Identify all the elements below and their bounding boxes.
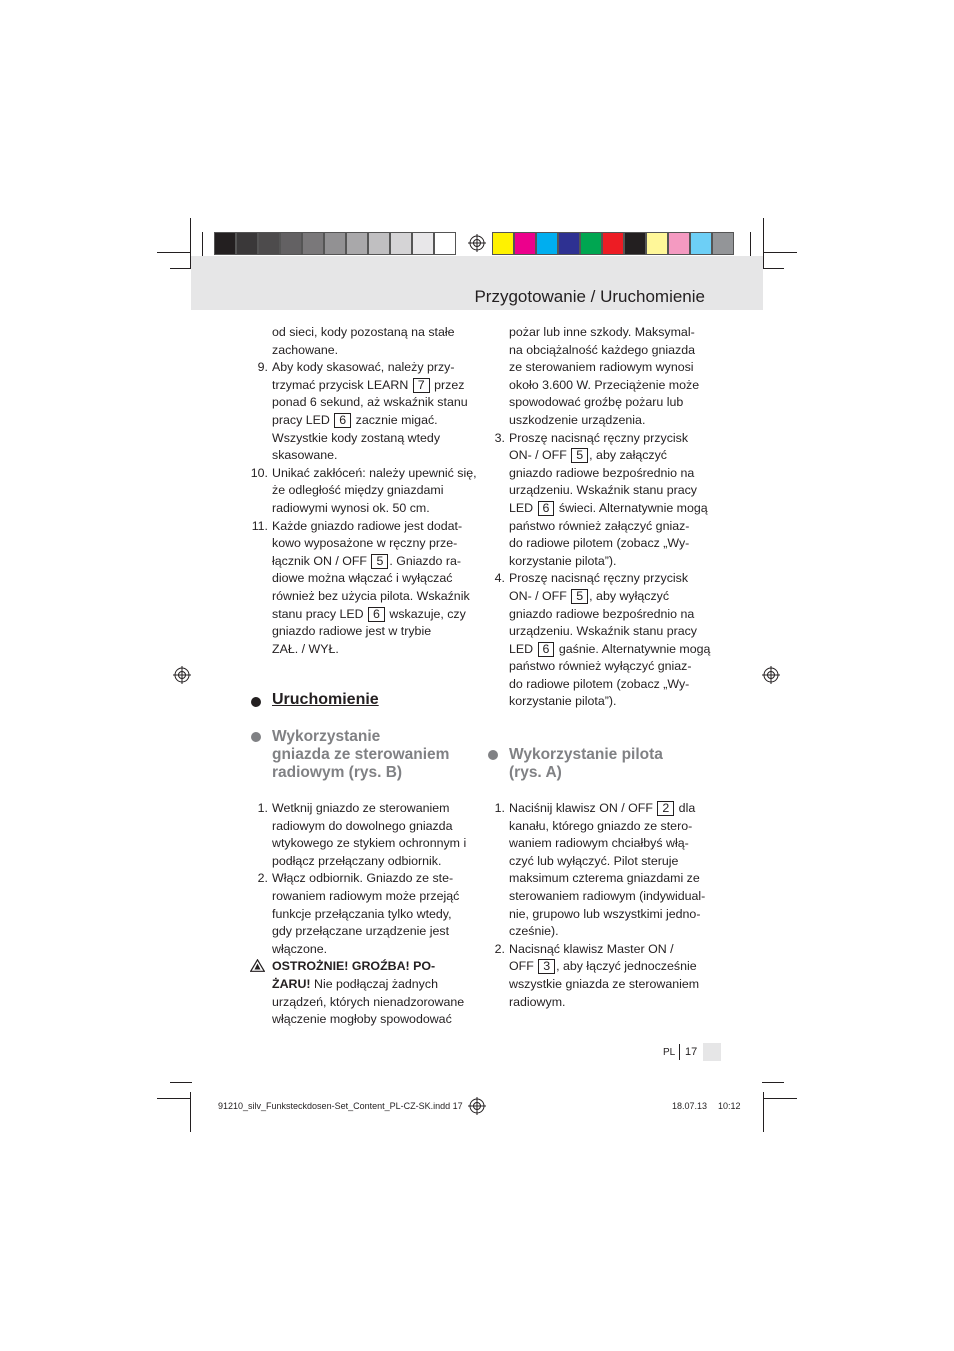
text-line: stanu pracy LED 6 wskazuje, czy	[272, 606, 466, 621]
text-line: gdy przełączane urządzenie jest	[272, 924, 450, 939]
text-line: radiowymi wynosi ok. 50 cm.	[272, 500, 430, 515]
text-line: wtykowego ze stykiem ochronnym i	[272, 836, 467, 851]
text-line: ZAŁ. / WYŁ.	[272, 641, 339, 656]
registration-mark-icon	[468, 1097, 486, 1115]
text-line: LED 6 świeci. Alternatywnie mogą	[509, 500, 708, 515]
reference-number-box: 7	[413, 378, 430, 393]
text-line: nie, grupowo lub wszystkimi jedno-	[509, 906, 701, 921]
text-line: spowodować groźbę pożaru lub	[509, 395, 684, 410]
reference-number-box: 6	[538, 501, 555, 516]
list-number: 1.	[494, 801, 505, 815]
text-line: radiowym do dowolnego gniazda	[272, 818, 453, 833]
text-line: OFF 3 , aby łączyć jednocześnie	[509, 959, 697, 974]
color-swatch	[558, 232, 580, 255]
text-line: gniazdo radiowe bezpośrednio na	[509, 606, 695, 621]
text-line: wszystkie gniazda ze sterowaniem	[509, 976, 700, 991]
reference-number-box: 5	[571, 448, 588, 463]
color-swatch	[624, 232, 646, 255]
text-line: Unikać zakłóceń: należy upewnić się,	[272, 465, 477, 480]
color-swatch	[258, 232, 280, 255]
color-swatch	[346, 232, 368, 255]
subsection-heading-right	[509, 746, 719, 782]
registration-mark-icon	[468, 234, 486, 252]
file-name: 91210_silv_Funksteckdosen-Set_Content_PL-CZ-SK.indd 17	[218, 1101, 463, 1111]
heading-bullet-icon	[251, 697, 261, 707]
page-tab	[703, 1043, 721, 1061]
left-list	[248, 359, 478, 658]
color-swatch	[390, 232, 412, 255]
list-number: 2.	[494, 941, 505, 956]
text-line: kanału, którego gniazdo ze stero-	[509, 818, 693, 833]
color-swatch	[514, 232, 536, 255]
heading-line: (rys. A)	[509, 764, 562, 781]
right-steps	[485, 800, 720, 1011]
text-line: gniazdo radiowe jest w trybie	[272, 624, 432, 639]
list-item	[248, 800, 478, 870]
list-number: 2.	[257, 871, 268, 886]
list-item	[248, 870, 478, 958]
text-line: od sieci, kody pozostaną na stałe	[272, 325, 455, 339]
text-line: ON- / OFF 5 , aby załączyć	[509, 448, 667, 463]
text-line: Naciśnij klawisz ON / OFF 2 dla	[509, 801, 696, 815]
list-number: 4.	[494, 571, 505, 586]
warning-text: OSTROŻNIE! GROŹBA! PO- ŻARU! Nie podłączaj żadnych urządzeń, których nienadzorowane włączenie mogłoby spowodować	[272, 959, 465, 1027]
page-title: Przygotowanie / Uruchomienie	[474, 287, 705, 306]
color-swatch	[690, 232, 712, 255]
list-item	[485, 800, 720, 941]
reference-number-box: 3	[538, 959, 555, 974]
color-swatch	[668, 232, 690, 255]
text-line: pracy LED 6 zacznie migać.	[272, 412, 438, 427]
color-swatch	[712, 232, 734, 255]
right-intro	[485, 324, 720, 430]
list-item	[248, 359, 478, 465]
color-swatch	[236, 232, 258, 255]
list-item	[248, 465, 478, 518]
text-line: również bez użycia pilota. Wskaźnik	[272, 588, 470, 603]
color-swatch	[580, 232, 602, 255]
left-steps	[248, 800, 478, 1029]
heading-line: Wykorzystanie pilota	[509, 746, 663, 763]
warning-label: ŻARU!	[272, 976, 311, 991]
warning-label: OSTROŻNIE! GROŹBA! PO-	[272, 959, 436, 974]
color-swatch	[214, 232, 236, 255]
text-line: maksimum czterema gniazdami ze	[509, 871, 700, 886]
list-number: 3.	[494, 430, 505, 445]
reference-number-box: 2	[657, 801, 674, 816]
right-column-top	[485, 324, 720, 711]
text-line: na obciążalność każdego gniazda	[509, 342, 695, 357]
text-line: ON- / OFF 5 , aby wyłączyć	[509, 588, 670, 603]
text-line: uszkodzenie urządzenia.	[509, 412, 646, 427]
right-list	[485, 430, 720, 712]
text-line: czyć lub wyłączyć. Pilot steruje	[509, 853, 679, 868]
warning-triangle-icon	[250, 959, 265, 972]
list-number: 9.	[257, 360, 268, 375]
list-item	[485, 430, 720, 571]
color-swatch	[324, 232, 346, 255]
color-swatch	[368, 232, 390, 255]
text-line: łącznik ON / OFF 5 . Gniazdo ra-	[272, 553, 461, 568]
text-line: Proszę nacisnąć ręczny przycisk	[509, 571, 689, 586]
language-code: PL	[663, 1047, 676, 1058]
text-line: Proszę nacisnąć ręczny przycisk	[509, 430, 689, 445]
section-heading: Uruchomienie	[272, 691, 379, 708]
print-date: 18.07.13	[672, 1101, 708, 1111]
color-swatch	[280, 232, 302, 255]
text-line: diowe można włączać i wyłączać	[272, 571, 453, 586]
list-number: 1.	[257, 801, 268, 815]
left-intro	[248, 324, 478, 359]
page-number-divider	[679, 1044, 680, 1060]
color-swatch	[492, 232, 514, 255]
registration-mark-icon	[173, 666, 191, 684]
text-line: LED 6 gaśnie. Alternatywnie mogą	[509, 641, 711, 656]
text-line: państwo również załączyć gniaz-	[509, 518, 690, 533]
text-line: do radiowe pilotem (zobacz „Wy-	[509, 536, 690, 551]
reference-number-box: 6	[368, 607, 385, 622]
color-swatch	[536, 232, 558, 255]
text-line: skasowane.	[272, 448, 338, 463]
registration-mark-icon	[762, 666, 780, 684]
text-line: cześnie).	[509, 924, 559, 939]
text-line: Aby kody skasować, należy przy-	[272, 360, 455, 375]
text-line: rowaniem radiowym może przejąć	[272, 888, 460, 903]
color-swatch	[602, 232, 624, 255]
warning-block	[248, 958, 478, 1028]
text-line: Włącz odbiornik. Gniazdo ze ste-	[272, 871, 454, 886]
text-line: korzystanie pilota”).	[509, 694, 617, 709]
text-line: Wszystkie kody zostaną wtedy	[272, 430, 441, 445]
text-line: korzystanie pilota”).	[509, 553, 617, 568]
subheading-bullet-icon	[251, 732, 261, 742]
color-swatch	[412, 232, 434, 255]
color-swatch	[434, 232, 456, 255]
list-number: 11.	[251, 518, 268, 533]
text-line: ze sterowaniem radiowym wynosi	[509, 360, 694, 375]
left-column-top	[248, 324, 478, 658]
text-line: sterowaniem radiowym (indywidual-	[509, 888, 706, 903]
print-time: 10:12	[718, 1101, 741, 1111]
text-line: zachowane.	[272, 342, 339, 357]
text-line: funkcje przełączania tylko wtedy,	[272, 906, 452, 921]
text-line: kowo wyposażone w ręczny prze-	[272, 536, 458, 551]
subheading-bullet-icon	[488, 750, 498, 760]
heading-line: radiowym (rys. B)	[272, 764, 403, 781]
subsection-heading-left	[272, 728, 482, 782]
text-line: że odległość między gniazdami	[272, 483, 444, 498]
list-item	[248, 518, 478, 659]
text-line: radiowym.	[509, 994, 566, 1009]
text-line: włączone.	[272, 941, 328, 956]
reference-number-box: 5	[371, 554, 388, 569]
text-line: gniazdo radiowe bezpośrednio na	[509, 465, 695, 480]
text-line: Wetknij gniazdo ze sterowaniem	[272, 801, 450, 815]
heading-line: gniazda ze sterowaniem	[272, 746, 450, 763]
page-number: 17	[685, 1046, 698, 1058]
text-line: pożar lub inne szkody. Maksymal-	[509, 325, 695, 339]
text-line: trzymać przycisk LEARN 7 przez	[272, 377, 465, 392]
reference-number-box: 5	[571, 589, 588, 604]
color-swatch	[302, 232, 324, 255]
text-line: do radiowe pilotem (zobacz „Wy-	[509, 676, 690, 691]
heading-line: Wykorzystanie	[272, 728, 381, 745]
text-line: Nacisnąć klawisz Master ON /	[509, 941, 674, 956]
reference-number-box: 6	[538, 642, 555, 657]
text-line: państwo również wyłączyć gniaz-	[509, 659, 692, 674]
text-line: Każde gniazdo radiowe jest dodat-	[272, 518, 463, 533]
list-item	[485, 570, 720, 711]
header-band	[191, 256, 763, 310]
process-color-bar	[492, 232, 734, 255]
text-line: waniem radiowym chciałbyś włą-	[509, 836, 689, 851]
text-line: urządzeniu. Wskaźnik stanu pracy	[509, 624, 698, 639]
list-number: 10.	[250, 465, 268, 480]
text-line: podłącz przełączany odbiornik.	[272, 853, 442, 868]
text-line: urządzeniu. Wskaźnik stanu pracy	[509, 483, 698, 498]
text-line: ponad 6 sekund, aż wskaźnik stanu	[272, 395, 468, 410]
list-item	[485, 941, 720, 1011]
gray-color-bar	[214, 232, 456, 255]
text-line: około 3.600 W. Przeciążenie może	[509, 377, 700, 392]
color-swatch	[646, 232, 668, 255]
reference-number-box: 6	[334, 413, 351, 428]
